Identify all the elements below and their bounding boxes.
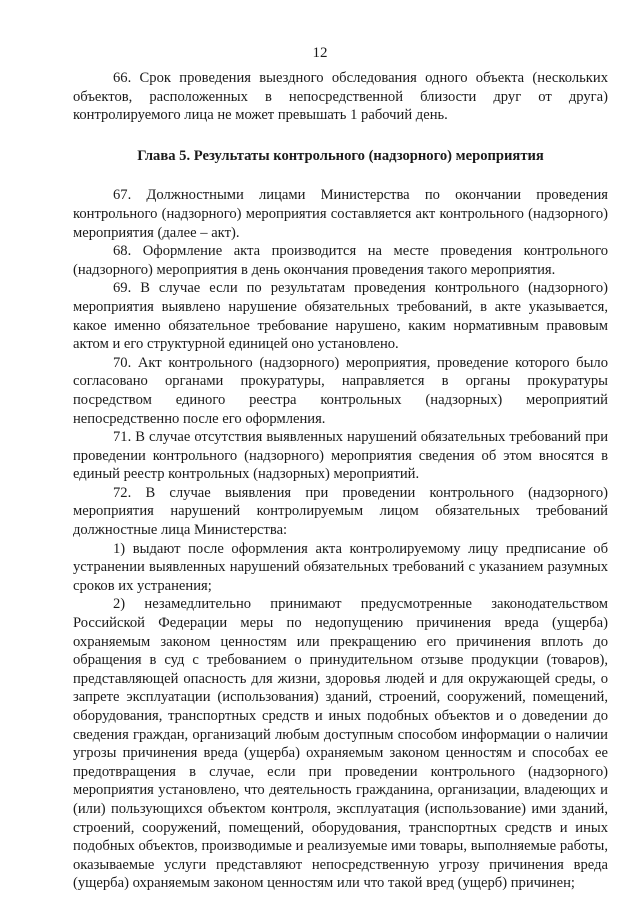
paragraph-71: 71. В случае отсутствия выявленных нарушений обязательных требований при проведении контрольного (надзорного) мероприятия сведения об этом вносятся в единый реестр контрольных (надзорных) мероприятий. [73,429,608,483]
document-body [73,69,608,893]
paragraph-70: 70. Акт контрольного (надзорного) мероприятия, проведение которого было согласовано органами прокуратуры, направляется в органы прокуратуры посредством единого реестра контрольных (надзорных) мероприятий непосредственно после его оформления. [73,354,608,427]
paragraph-69: 69. В случае если по результатам проведения контрольного (надзорного) мероприятия выявлено нарушение обязательных требований, в акте указывается, какое именно обязательное требование нарушено, каким нормативным правовым актом и его структурной единицей оно установлено. [73,280,608,353]
paragraph-72-item-1: 1) выдают после оформления акта контролируемому лицу предписание об устранении выявленных нарушений обязательных требований с указанием разумных сроков их устранения; [73,540,608,594]
chapter-heading: Глава 5. Результаты контрольного (надзорного) мероприятия [137,147,544,164]
paragraph-67: 67. Должностными лицами Министерства по окончании проведения контрольного (надзорного) мероприятия составляется акт контрольного (надзорного) мероприятия (далее – акт). [73,187,608,241]
paragraph-72-item-2: 2) незамедлительно принимают предусмотренные законодательством Российской Федерации меры по недопущению причинения вреда (ущерба) охраняемым законом ценностям или прекращению его причинения вплоть до обращения в суд с требованием о принудительном отзыве продукции (товаров), представляющей опасность для жизни, здоровья людей и для окружающей среды, о запрете эксплуатации (использования) зданий, строений, сооружений, помещений, оборудования, транспортных средств и иных подобных объектов и о доведении до сведения граждан, организаций любым доступным способом информации о наличии угрозы причинения вреда (ущерба) охраняемым законом ценностям и способах ее предотвращения в случае, если при проведении контрольного (надзорного) мероприятия установлено, что деятельность гражданина, организации, владеющих и (или) пользующихся объектом контроля, эксплуатация (использование) ими зданий, строений, сооружений, помещений, оборудования, транспортных средств и иных подобных объектов, производимые и реализуемые ими товары, выполняемые работы, оказываемые услуги представляют непосредственную угрозу причинения вреда (ущерба) охраняемым законом ценностям или что такой вред (ущерб) причинен; [73,596,608,892]
paragraph-68: 68. Оформление акта производится на месте проведения контрольного (надзорного) мероприятия в день окончания проведения такого мероприятия. [73,243,608,278]
page-number: 12 [312,45,328,61]
paragraph-66: 66. Срок проведения выездного обследования одного объекта (нескольких объектов, расположенных в непосредственной близости друг от друга) контролируемого лица не может превышать 1 рабочий день. [73,70,608,124]
paragraph-72: 72. В случае выявления при проведении контрольного (надзорного) мероприятия нарушений контролируемым лицом обязательных требований должностные лица Министерства: [73,484,608,539]
